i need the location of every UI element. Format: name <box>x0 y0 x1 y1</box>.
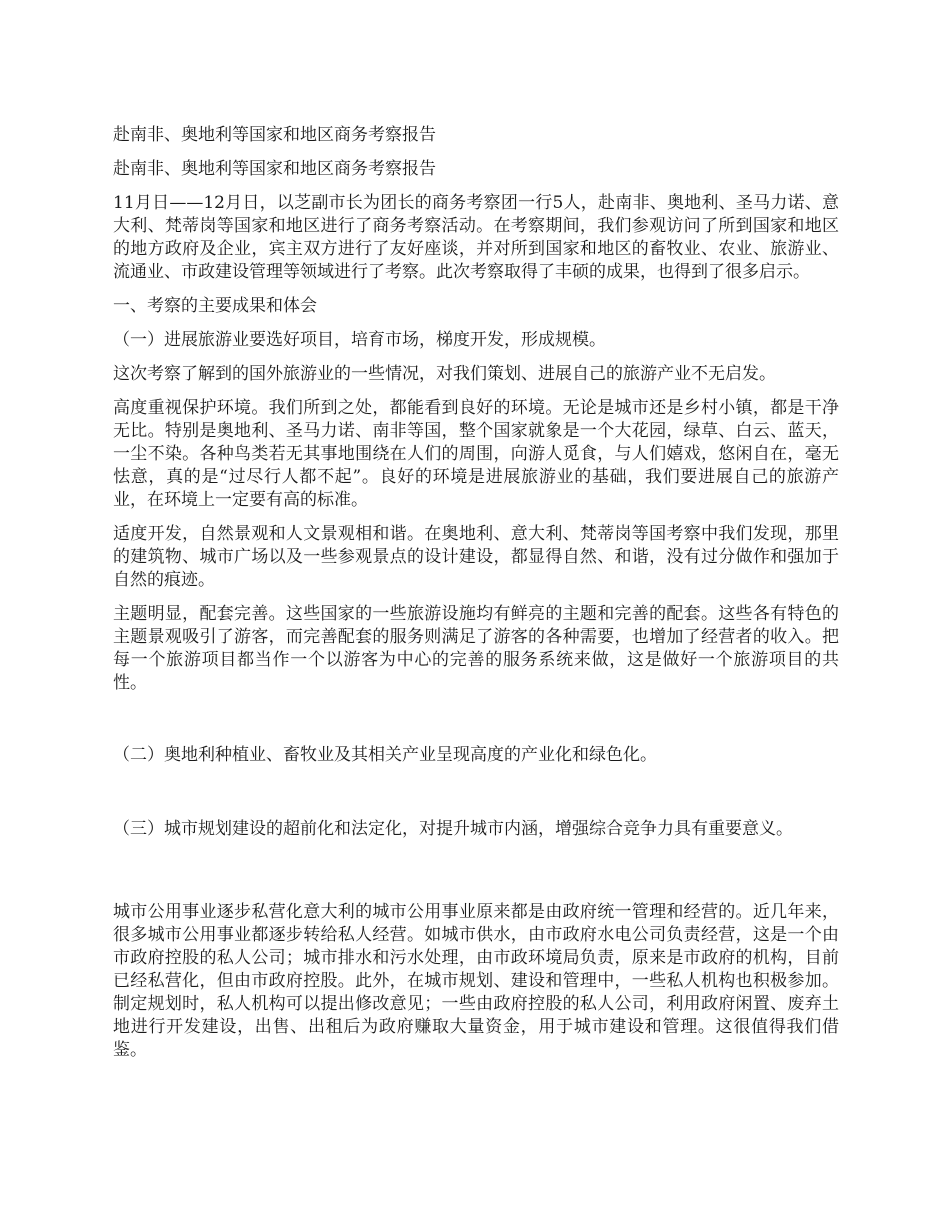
body-paragraph: 主题明显，配套完善。这些国家的一些旅游设施均有鲜亮的主题和完善的配套。这些各有特色的主题景观吸引了游客，而完善配套的服务则满足了游客的各种需要，也增加了经营者的收入。把每一个旅游项目都当作一个以游客为中心的完善的服务系统来做，这是做好一个旅游项目的共性。 <box>113 604 839 693</box>
body-paragraph: 城市公用事业逐步私营化意大利的城市公用事业原来都是由政府统一管理和经营的。近几年来，很多城市公用事业都逐步转给私人经营。如城市供水，由市政府水电公司负责经营，这是一个由市政府控股的私人公司；城市排水和污水处理，由市政环境局负责，原来是市政府的机构，目前已经私营化，但由市政府控股。此外，在城市规划、建设和管理中，一些私人机构也积极参加。制定规划时，私人机构可以提出修改意见；一些由政府控股的私人公司，利用政府闲置、废弃土地进行开发建设，出售、出租后为政府赚取大量资金，用于城市建设和管理。这很值得我们借鉴。 <box>113 902 839 1060</box>
intro-paragraph: 11月日——12月日，以芝副市长为团长的商务考察团一行5人，赴南非、奥地利、圣马力诺、意大利、梵蒂岗等国家和地区进行了商务考察活动。在考察期间，我们参观访问了所到国家和地区的地方政府及企业，宾主双方进行了友好座谈，并对所到国家和地区的畜牧业、农业、旅游业、流通业、市政建设管理等领域进行了考察。此次考察取得了丰硕的成果，也得到了很多启示。 <box>113 193 839 282</box>
spacer <box>113 706 839 744</box>
subsection-heading: （三）城市规划建设的超前化和法定化，对提升城市内涵，增强综合竞争力具有重要意义。 <box>113 819 793 839</box>
body-paragraph: 这次考察了解到的国外旅游业的一些情况，对我们策划、进展自己的旅游产业不无启发。 <box>113 364 776 384</box>
document-page <box>113 124 839 1073</box>
subsection-heading: （二）奥地利种植业、畜牧业及其相关产业呈现高度的产业化和绿色化。 <box>113 745 657 765</box>
section-heading: 一、考察的主要成果和体会 <box>113 296 317 316</box>
document-title: 赴南非、奥地利等国家和地区商务考察报告 <box>113 125 436 145</box>
document-subtitle: 赴南非、奥地利等国家和地区商务考察报告 <box>113 159 436 179</box>
spacer <box>113 852 839 901</box>
body-paragraph: 适度开发，自然景观和人文景观相和谐。在奥地利、意大利、梵蒂岗等国考察中我们发现，那里的建筑物、城市广场以及一些参观景点的设计建设，都显得自然、和谐，没有过分做作和强加于自然的痕迹。 <box>113 524 839 590</box>
body-paragraph: 高度重视保护环境。我们所到之处，都能看到良好的环境。无论是城市还是乡村小镇，都是干净无比。特别是奥地利、圣马力诺、南非等国，整个国家就象是一个大花园，绿草、白云、蓝天，一尘不染。各种鸟类若无其事地围绕在人们的周围，向游人觅食，与人们嬉戏，悠闲自在，毫无怯意，真的是“过尽行人都不起”。良好的环境是进展旅游业的基础，我们要进展自己的旅游产业，在环境上一定要有高的标准。 <box>113 398 839 510</box>
spacer <box>113 778 839 818</box>
subsection-heading: （一）进展旅游业要选好项目，培育市场，梯度开发，形成规模。 <box>113 330 606 350</box>
